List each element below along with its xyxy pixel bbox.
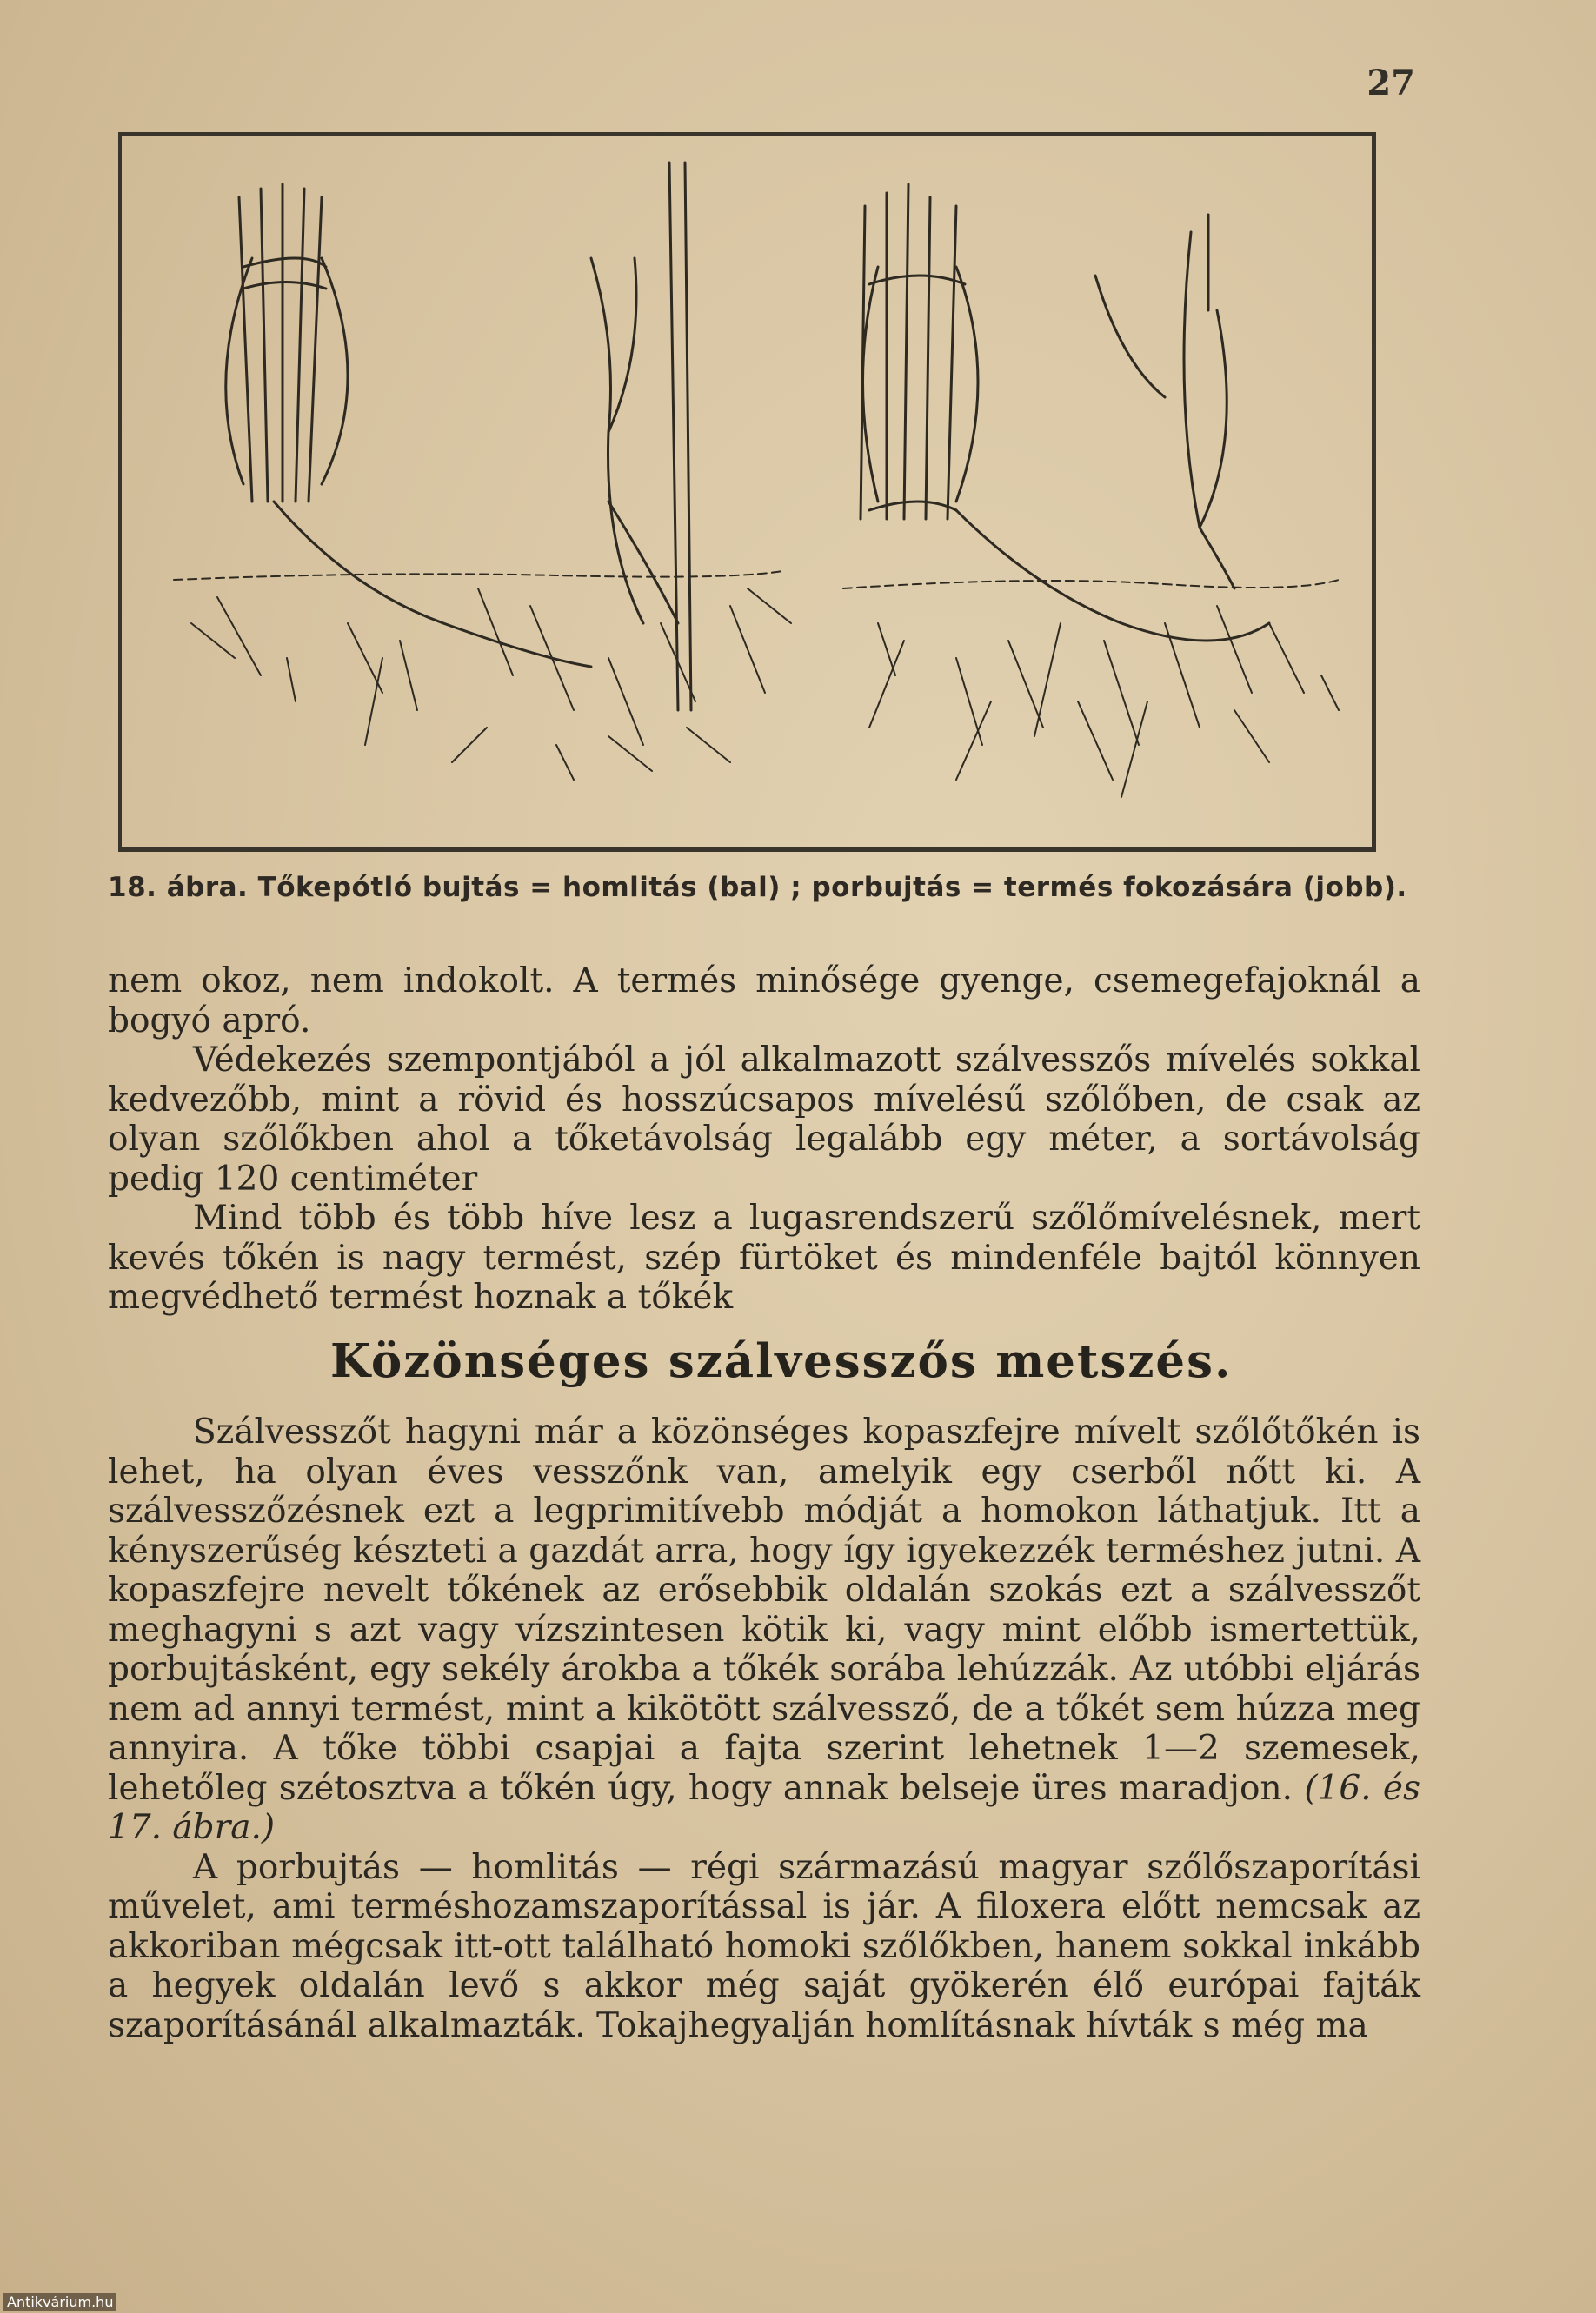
figure-frame (118, 132, 1376, 852)
paragraph: Mind több és több híve lesz a lugasrendszerű szőlőmívelésnek, mert kevés tőkén is nagy termést, szép fürtöket és mindenféle bajtól könnyen megvédhető termést hoznak a tőkék (108, 1199, 1420, 1317)
body-text-top (108, 961, 1420, 1318)
watermark: Antikvárium.hu (3, 2293, 116, 2311)
page-number: 27 (1367, 63, 1415, 103)
figure-reference: (16. és 17. ábra.) (108, 1768, 1420, 1847)
paragraph (108, 1412, 1420, 1848)
body-text-section (108, 1412, 1420, 2045)
vine-layering-illustration (122, 136, 1372, 847)
figure-caption: 18. ábra. Tőkepótló bujtás = homlitás (bal) ; porbujtás = termés fokozására (jobb). (108, 872, 1407, 903)
paragraph: A porbujtás — homlitás — régi származású magyar szőlőszaporítási művelet, ami terméshozamszaporítással is jár. A filoxera előtt nemcsak az akkoriban mégcsak itt-ott található homoki szőlőkben, hanem sokkal inkább a hegyek oldalán levő s akkor még saját gyökerén élő európai fajták szaporításánál alkalmazták. Tokajhegyalján homlításnak hívták s még ma (108, 1847, 1420, 2045)
section-heading: Közönséges szálvesszős metszés. (330, 1334, 1233, 1388)
paragraph: Védekezés szempontjából a jól alkalmazott szálvesszős mívelés sokkal kedvezőbb, mint a rövid és hosszúcsapos mívelésű szőlőben, de csak az olyan szőlőkben ahol a tőketávolság legalább egy méter, a sortávolság pedig 120 centiméter (108, 1040, 1420, 1199)
paragraph-text: Szálvesszőt hagyni már a közönséges kopaszfejre mívelt szőlőtőkén is lehet, ha olyan éves vesszőnk van, amelyik egy cserből nőtt ki. A szálvesszőzésnek ezt a legprimitívebb módját a homokon láthatjuk. Itt a kényszerűség készteti a gazdát arra, hogy így igyekezzék terméshez jutni. A kopaszfejre nevelt tőkének az erősebbik oldalán szokás ezt a szálvesszőt meghagyni s azt vagy vízszintesen kötik ki, vagy mint előbb ismertettük, porbujtásként, egy sekély árokba a tőkék sorába lehúzzák. Az utóbbi eljárás nem ad annyi termést, mint a kikötött szálvessző, de a tőkét sem húzza meg annyira. A tőke többi csapjai a fajta szerint lehetnek 1—2 szemesek, lehetőleg szétosztva a tőkén úgy, hogy annak belseje üres maradjon. (108, 1412, 1420, 1808)
paragraph: nem okoz, nem indokolt. A termés minősége gyenge, csemegefajoknál a bogyó apró. (108, 961, 1420, 1040)
